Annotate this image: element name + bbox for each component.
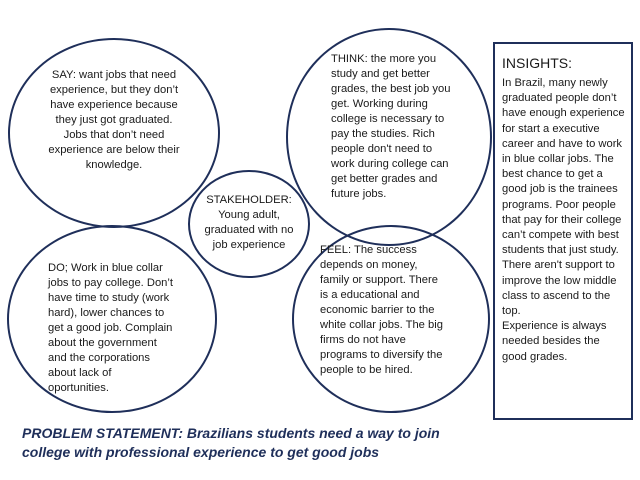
do-line: DO; Work in blue collar xyxy=(48,262,163,274)
feel-line: economic barrier to the xyxy=(320,304,435,316)
insights-line: best chance to get a xyxy=(502,168,603,181)
say-line: Jobs that don’t need xyxy=(63,129,165,141)
insights-line: students that just study. xyxy=(502,244,619,257)
say-line: knowledge. xyxy=(85,159,143,171)
say-line: they just got graduated. xyxy=(55,114,173,126)
think-line: get better grades and xyxy=(331,173,438,185)
think-line: people don't need to xyxy=(331,143,433,155)
insights-line: Experience is always xyxy=(502,320,607,333)
think-line: grades, the best job you xyxy=(331,83,451,95)
do-line: jobs to pay college. Don’t xyxy=(48,277,174,289)
insights-line: top. xyxy=(502,305,521,318)
do-line: get a good job. Complain xyxy=(48,322,173,334)
insights-line: graduated people don’t xyxy=(502,92,617,105)
stakeholder-text xyxy=(194,193,304,253)
think-line: pay the studies. Rich xyxy=(331,128,435,140)
problem-statement-line: PROBLEM STATEMENT: Brazilians students need a way to join xyxy=(22,425,440,441)
feel-line: firms do not have xyxy=(320,334,406,346)
say-line: SAY: want jobs that need xyxy=(51,69,177,81)
insights-line: improve the low middle xyxy=(502,274,617,287)
say-line: have experience because xyxy=(50,99,178,111)
insights-line: good grades. xyxy=(502,350,568,363)
stakeholder-line: STAKEHOLDER: xyxy=(206,194,292,206)
stakeholder-line: Young adult, xyxy=(218,209,280,221)
feel-line: depends on money, xyxy=(320,259,418,271)
insights-line: good job is the trainees xyxy=(502,183,618,196)
insights-line: that pay for their college xyxy=(502,213,622,226)
feel-text xyxy=(320,243,480,378)
do-text xyxy=(48,261,208,396)
problem-statement xyxy=(22,424,622,462)
do-line: about the government xyxy=(48,337,157,349)
do-line: oportunities. xyxy=(48,382,109,394)
insights-line: in blue collar jobs. The xyxy=(502,153,614,166)
insights-line: for start a executive xyxy=(502,122,600,135)
insights-box xyxy=(493,42,633,420)
do-line: hard), lower chances to xyxy=(48,307,165,319)
think-line: college is necessary to xyxy=(331,113,445,125)
think-line: work during college can xyxy=(331,158,449,170)
do-line: about lack of xyxy=(48,367,112,379)
think-text xyxy=(331,52,481,202)
insights-line: have enough experience xyxy=(502,107,625,120)
stakeholder-line: graduated with no xyxy=(204,224,294,236)
feel-line: programs to diversify the xyxy=(320,349,443,361)
feel-line: FEEL: The success xyxy=(320,244,417,256)
think-line: THINK: the more you xyxy=(331,53,437,65)
feel-line: white collar jobs. The big xyxy=(320,319,443,331)
insights-line: needed besides the xyxy=(502,335,600,348)
say-text xyxy=(30,68,198,173)
think-line: study and get better xyxy=(331,68,430,80)
problem-statement-line: college with professional experience to get good jobs xyxy=(22,444,380,460)
think-line: get. Working during xyxy=(331,98,428,110)
think-line: future jobs. xyxy=(331,188,387,200)
feel-line: people to be hired. xyxy=(320,364,413,376)
insights-line: class to ascend to the xyxy=(502,289,611,302)
insights-line: programs. Poor people xyxy=(502,198,616,211)
insights-line: In Brazil, many newly xyxy=(502,77,608,89)
do-line: have time to study (work xyxy=(48,292,170,304)
say-line: experience, but they don’t xyxy=(49,84,179,96)
insights-line: career and have to work xyxy=(502,137,623,150)
say-line: experience are below their xyxy=(48,144,180,156)
insights-line: can’t compete with best xyxy=(502,229,619,242)
feel-line: is a educational and xyxy=(320,289,420,301)
do-line: and the corporations xyxy=(48,352,150,364)
insights-title: INSIGHTS: xyxy=(502,55,573,71)
insights-line: There aren't support to xyxy=(502,259,615,272)
stakeholder-line: job experience xyxy=(212,239,286,251)
feel-line: family or support. There xyxy=(320,274,438,286)
